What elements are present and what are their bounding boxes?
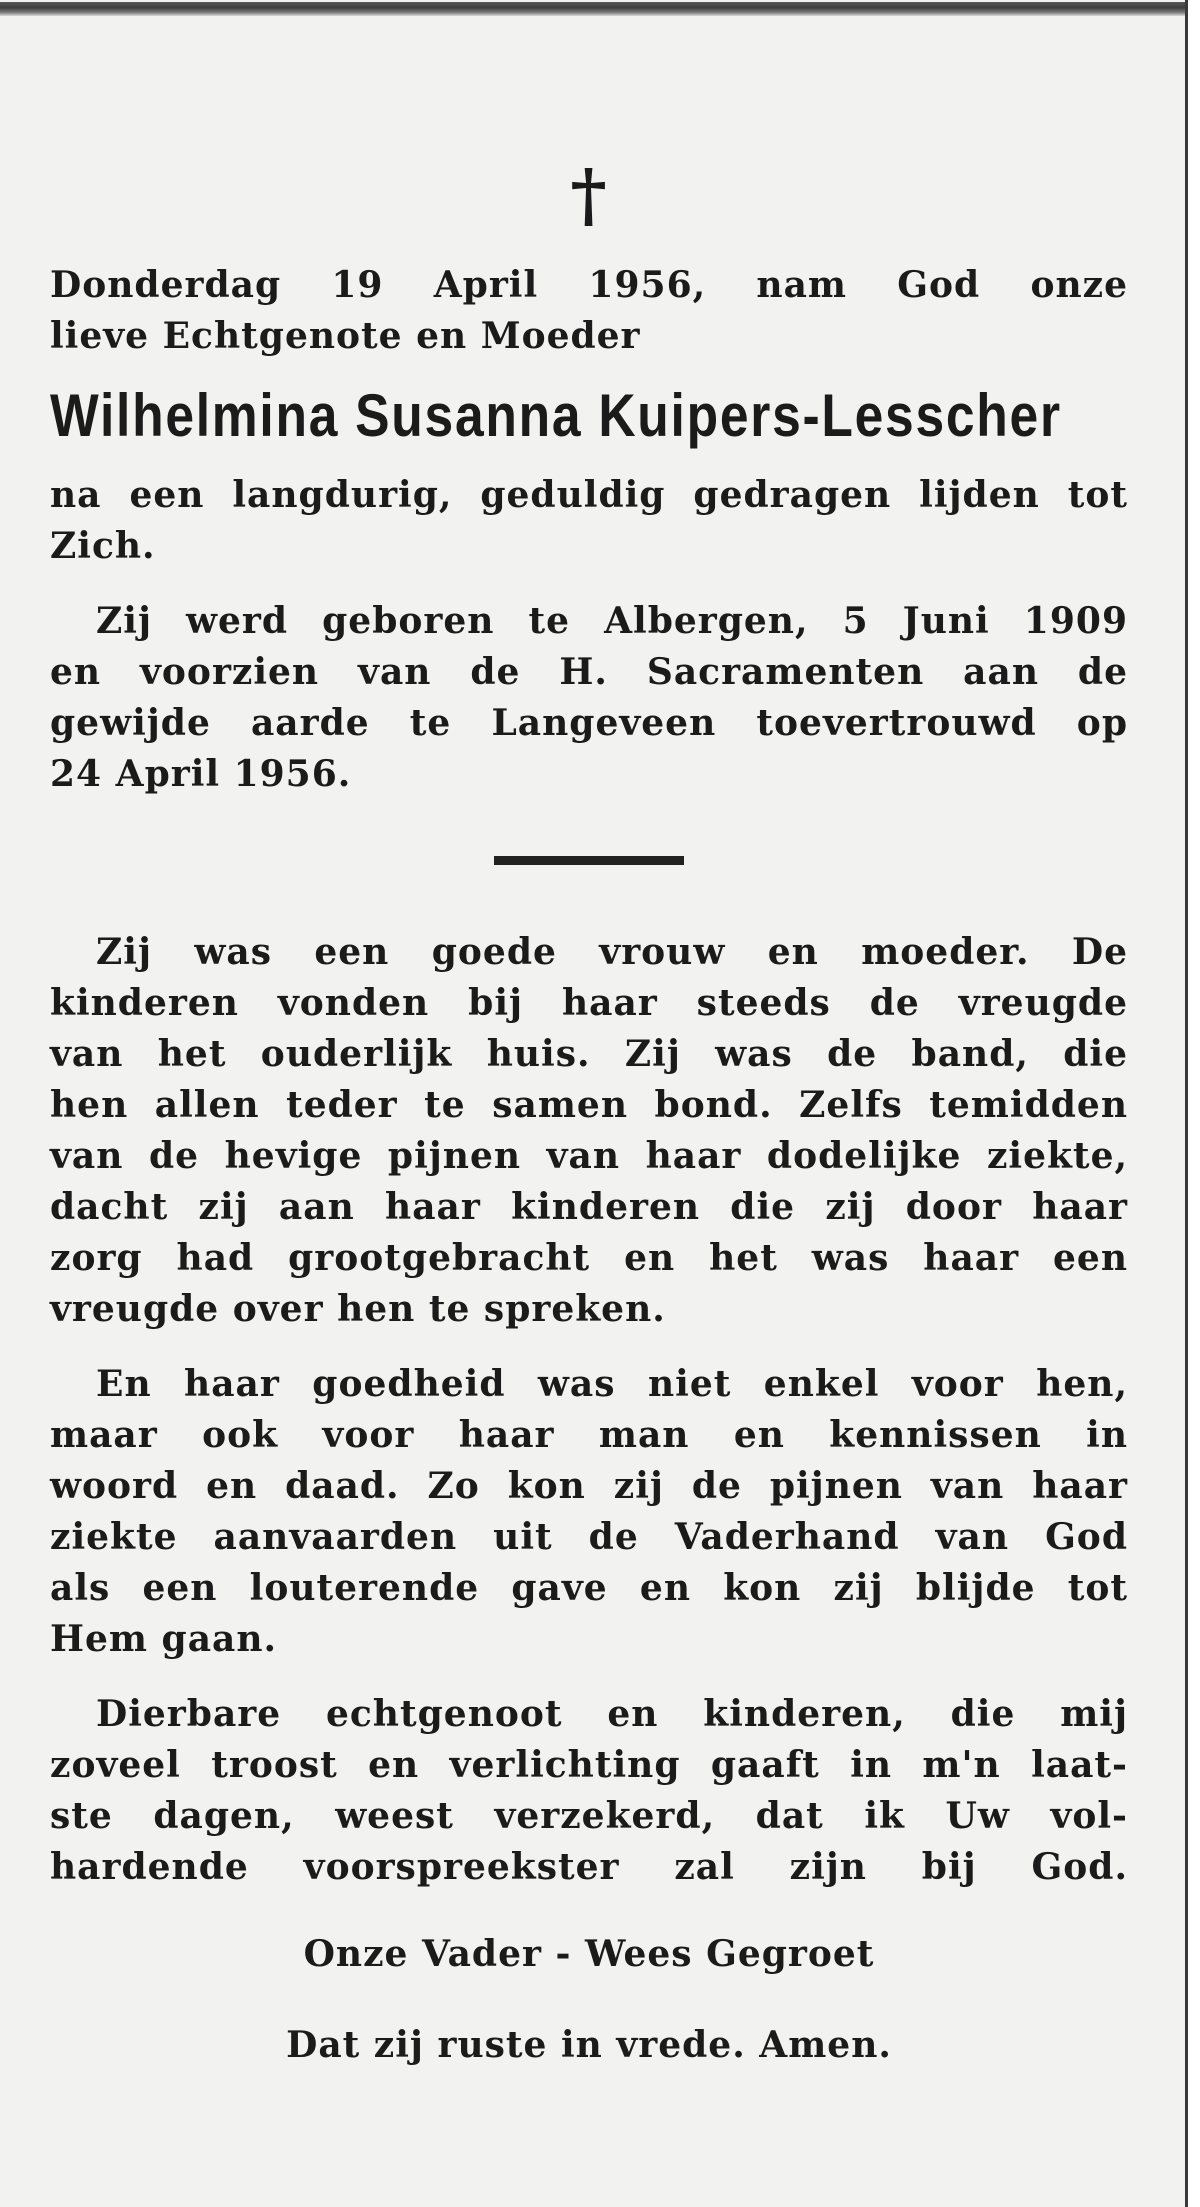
deceased-name: Wilhelmina Susanna Kuipers-Lesscher [50,382,1062,449]
intro-line: Donderdag 19 April 1956, nam God onze [50,264,1128,306]
intro-line: lieve Echtgenote en Moeder [50,315,641,357]
text-line: Zich. [50,525,156,567]
text-line: zorg had grootgebracht en het was haar een [50,1237,1128,1279]
text-line: dacht zij aan haar kinderen die zij door haar [50,1186,1128,1228]
text-line: van de hevige pijnen van haar dodelijke ziekte, [50,1135,1128,1177]
text-line: Zij was een goede vrouw en moeder. De [96,931,1128,973]
text-line: ziekte aanvaarden uit de Vaderhand van God [50,1516,1128,1558]
text-line: Zij werd geboren te Albergen, 5 Juni 1909 [96,600,1128,642]
paragraph-goede-vrouw [50,927,1128,1335]
text-line: ste dagen, weest verzekerd, dat ik Uw vol- [50,1795,1128,1837]
text-line: zoveel troost en verlichting gaaft in m'n laat- [50,1744,1128,1786]
paragraph-dierbare [50,1689,1128,1893]
prayers-line: Onze Vader - Wees Gegroet [303,1933,875,1975]
paragraph-lijden [50,470,1128,572]
divider-rule [494,856,684,865]
text-line: Dierbare echtgenoot en kinderen, die mij [96,1693,1128,1735]
card-content [50,150,1128,2071]
text-line: hardende voorspreekster zal zijn bij God. [50,1846,1128,1888]
text-line: en voorzien van de H. Sacramenten aan de [50,651,1128,693]
text-line: kinderen vonden bij haar steeds de vreugde [50,982,1128,1024]
text-line: woord en daad. Zo kon zij de pijnen van haar [50,1465,1128,1507]
text-line: 24 April 1956. [50,753,352,795]
card-top-edge [0,2,1186,16]
text-line: gewijde aarde te Langeveen toevertrouwd op [50,702,1128,744]
text-line: Hem gaan. [50,1618,278,1660]
text-line: maar ook voor haar man en kennissen in [50,1414,1128,1456]
text-line: En haar goedheid was niet enkel voor hen, [96,1363,1128,1405]
cross-icon: † [570,153,608,236]
text-line: vreugde over hen te spreken. [50,1288,666,1330]
intro-paragraph [50,260,1128,362]
paragraph-geboren [50,596,1128,800]
closing-line: Dat zij ruste in vrede. Amen. [286,2024,892,2066]
text-line: na een langdurig, geduldig gedragen lijden tot [50,474,1128,516]
text-line: hen allen teder te samen bond. Zelfs temidden [50,1084,1128,1126]
text-line: als een louterende gave en kon zij blijde tot [50,1567,1128,1609]
text-line: van het ouderlijk huis. Zij was de band, die [50,1033,1128,1075]
paragraph-goedheid [50,1359,1128,1665]
